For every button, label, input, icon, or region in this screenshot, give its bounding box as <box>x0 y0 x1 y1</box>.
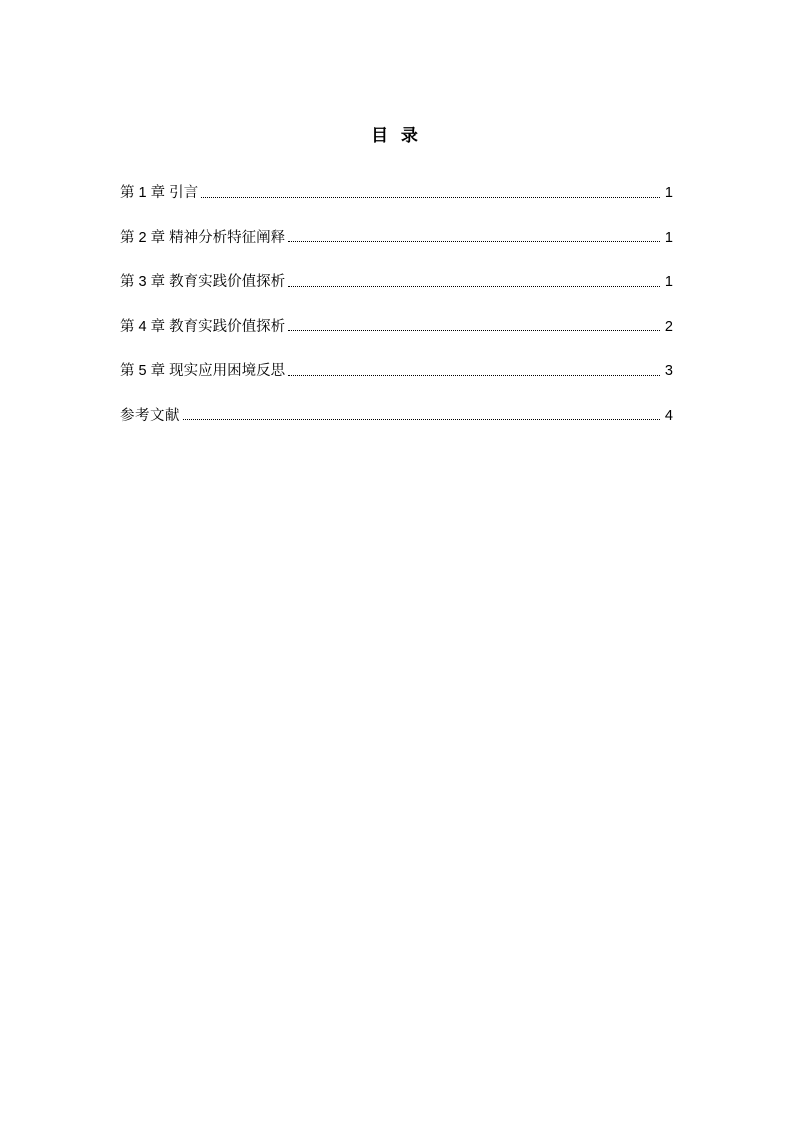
toc-entry-page: 1 <box>664 229 673 246</box>
toc-entry-page: 3 <box>664 363 673 380</box>
toc-entry-label: 第 1 章 引言 <box>120 185 199 202</box>
page-title: 目 录 <box>371 126 422 145</box>
toc-entry[interactable] <box>120 231 673 246</box>
toc-entry-page: 2 <box>664 318 673 335</box>
toc-entry[interactable] <box>120 320 673 335</box>
toc-entry-label: 第 4 章 教育实践价值探析 <box>120 318 286 335</box>
toc-leader-dots <box>288 365 660 379</box>
toc-entry-page: 4 <box>664 407 673 424</box>
toc-entry-label: 第 2 章 精神分析特征阐释 <box>120 229 286 246</box>
toc-entry[interactable] <box>120 186 673 201</box>
toc-leader-dots <box>201 187 660 201</box>
toc-entry-label: 参考文献 <box>120 407 180 424</box>
toc-entry-label: 第 3 章 教育实践价值探析 <box>120 274 286 291</box>
toc-entry-page: 1 <box>664 274 673 291</box>
toc-entry-label: 第 5 章 现实应用困境反思 <box>120 363 286 380</box>
toc-entry-page: 1 <box>664 185 673 202</box>
toc-entry-references[interactable] <box>120 409 673 424</box>
toc-entry[interactable] <box>120 275 673 290</box>
toc-entry[interactable] <box>120 364 673 379</box>
toc-leader-dots <box>288 320 660 334</box>
toc-leader-dots <box>183 409 660 423</box>
table-of-contents <box>120 126 673 453</box>
toc-leader-dots <box>288 276 660 290</box>
toc-leader-dots <box>288 231 660 245</box>
